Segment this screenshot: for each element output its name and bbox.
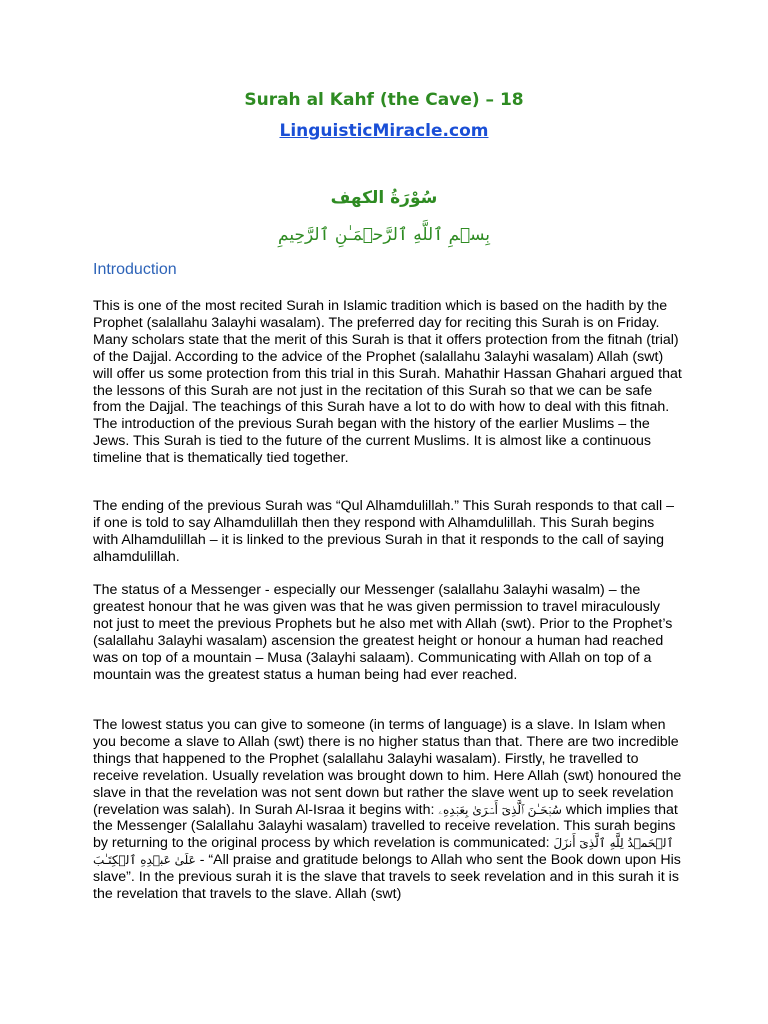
paragraph-4-part-2: which implies that the Messenger (Salallahu 3alayhi wasalam) travelled to receive revelation. This surah begins by returning to the original process by which revelation is communicated: [93,801,678,852]
document-title: Surah al Kahf (the Cave) – 18 [244,90,524,110]
paragraph-4-part-1: The lowest status you can give to someone (in terms of language) is a slave. In Islam when you become a slave to Allah (swt) there is no higher status than that. There are two incredible things that happened to the Prophet (salallahu 3alayhi wasalam). Firstly, he travelled to receive revelation. Usually revelation was brought down to him. Here Allah (swt) honoured the slave in that the revelation was not sent down but rather the slave went up to seek revelation (revelation was salah). In Surah Al-Israa it begins with: [93,717,682,818]
paragraph-1: This is one of the most recited Surah in Islamic tradition which is based on the hadith by the Prophet (salallahu 3alayhi wasalam). The preferred day for reciting this Surah is on Friday. Many scholars state that the merit of this Surah is that it offers protection from the fitnah (trial) of the Dajjal. According to the advice of the Prophet (salallahu 3alayhi wasalam) Allah (swt) will offer us some protection from this trial in this Surah. Mahathir Hassan Ghahari argued that the lessons of this Surah are not just in the recitation of this Surah so that we can be safe from the Dajjal. The teachings of this Surah have a lot to do with how to deal with this fitnah. The introduction of the previous Surah began with the history of the earlier Muslims – the Jews. This Surah is tied to the future of the current Muslims. It is almost like a continuous timeline that is thematically tied together. [93,298,682,467]
arabic-quote-al-kahf: ٱلۡحَمۡدُ لِلَّهِ ٱلَّذِىٓ أَنزَلَ عَلَىٰ عَبۡدِهِ ٱلۡكِتَـٰبَ [93,836,674,868]
paragraph-4-part-3: - “All praise and gratitude belongs to Allah who sent the Book down upon His slave”. In the previous surah it is the slave that travels to seek revelation and in this surah it is the revelation that travels to the slave. Allah (swt) [93,852,681,903]
paragraph-2: The ending of the previous Surah was “Qul Alhamdulillah.” This Surah responds to that call – if one is told to say Alhamdulillah then they respond with Alhamdulillah. This Surah begins with Alhamdulillah – it is linked to the previous Surah in that it responds to the call of saying alhamdulillah. [93,498,674,565]
paragraph-3: The status of a Messenger - especially our Messenger (salallahu 3alayhi wasalm) – the greatest honour that he was given was that he was given permission to travel miraculously not just to meet the previous Prophets but he also met with Allah (swt). Prior to the Prophet’s (salallahu 3alayhi wasalam) ascension the greatest height or honour a human had reached was on top of a mountain – Musa (3alayhi salaam). Communicating with Allah on top of a mountain was the greatest status a human being had ever reached. [93,582,673,683]
arabic-quote-al-israa: سُبۡحَـٰنَ ٱلَّذِىٓ أَسۡرَىٰ بِعَبۡدِهِۦ [438,802,562,817]
section-heading-introduction: Introduction [93,261,177,278]
arabic-basmala: بِسۡمِ ٱللَّهِ ٱلرَّحۡمَـٰنِ ٱلرَّحِيمِ [278,225,490,245]
paragraph-4 [93,717,683,903]
arabic-surah-name: سُوْرَةُ الكهف [330,188,438,208]
site-link[interactable]: LinguisticMiracle.com [279,121,489,141]
